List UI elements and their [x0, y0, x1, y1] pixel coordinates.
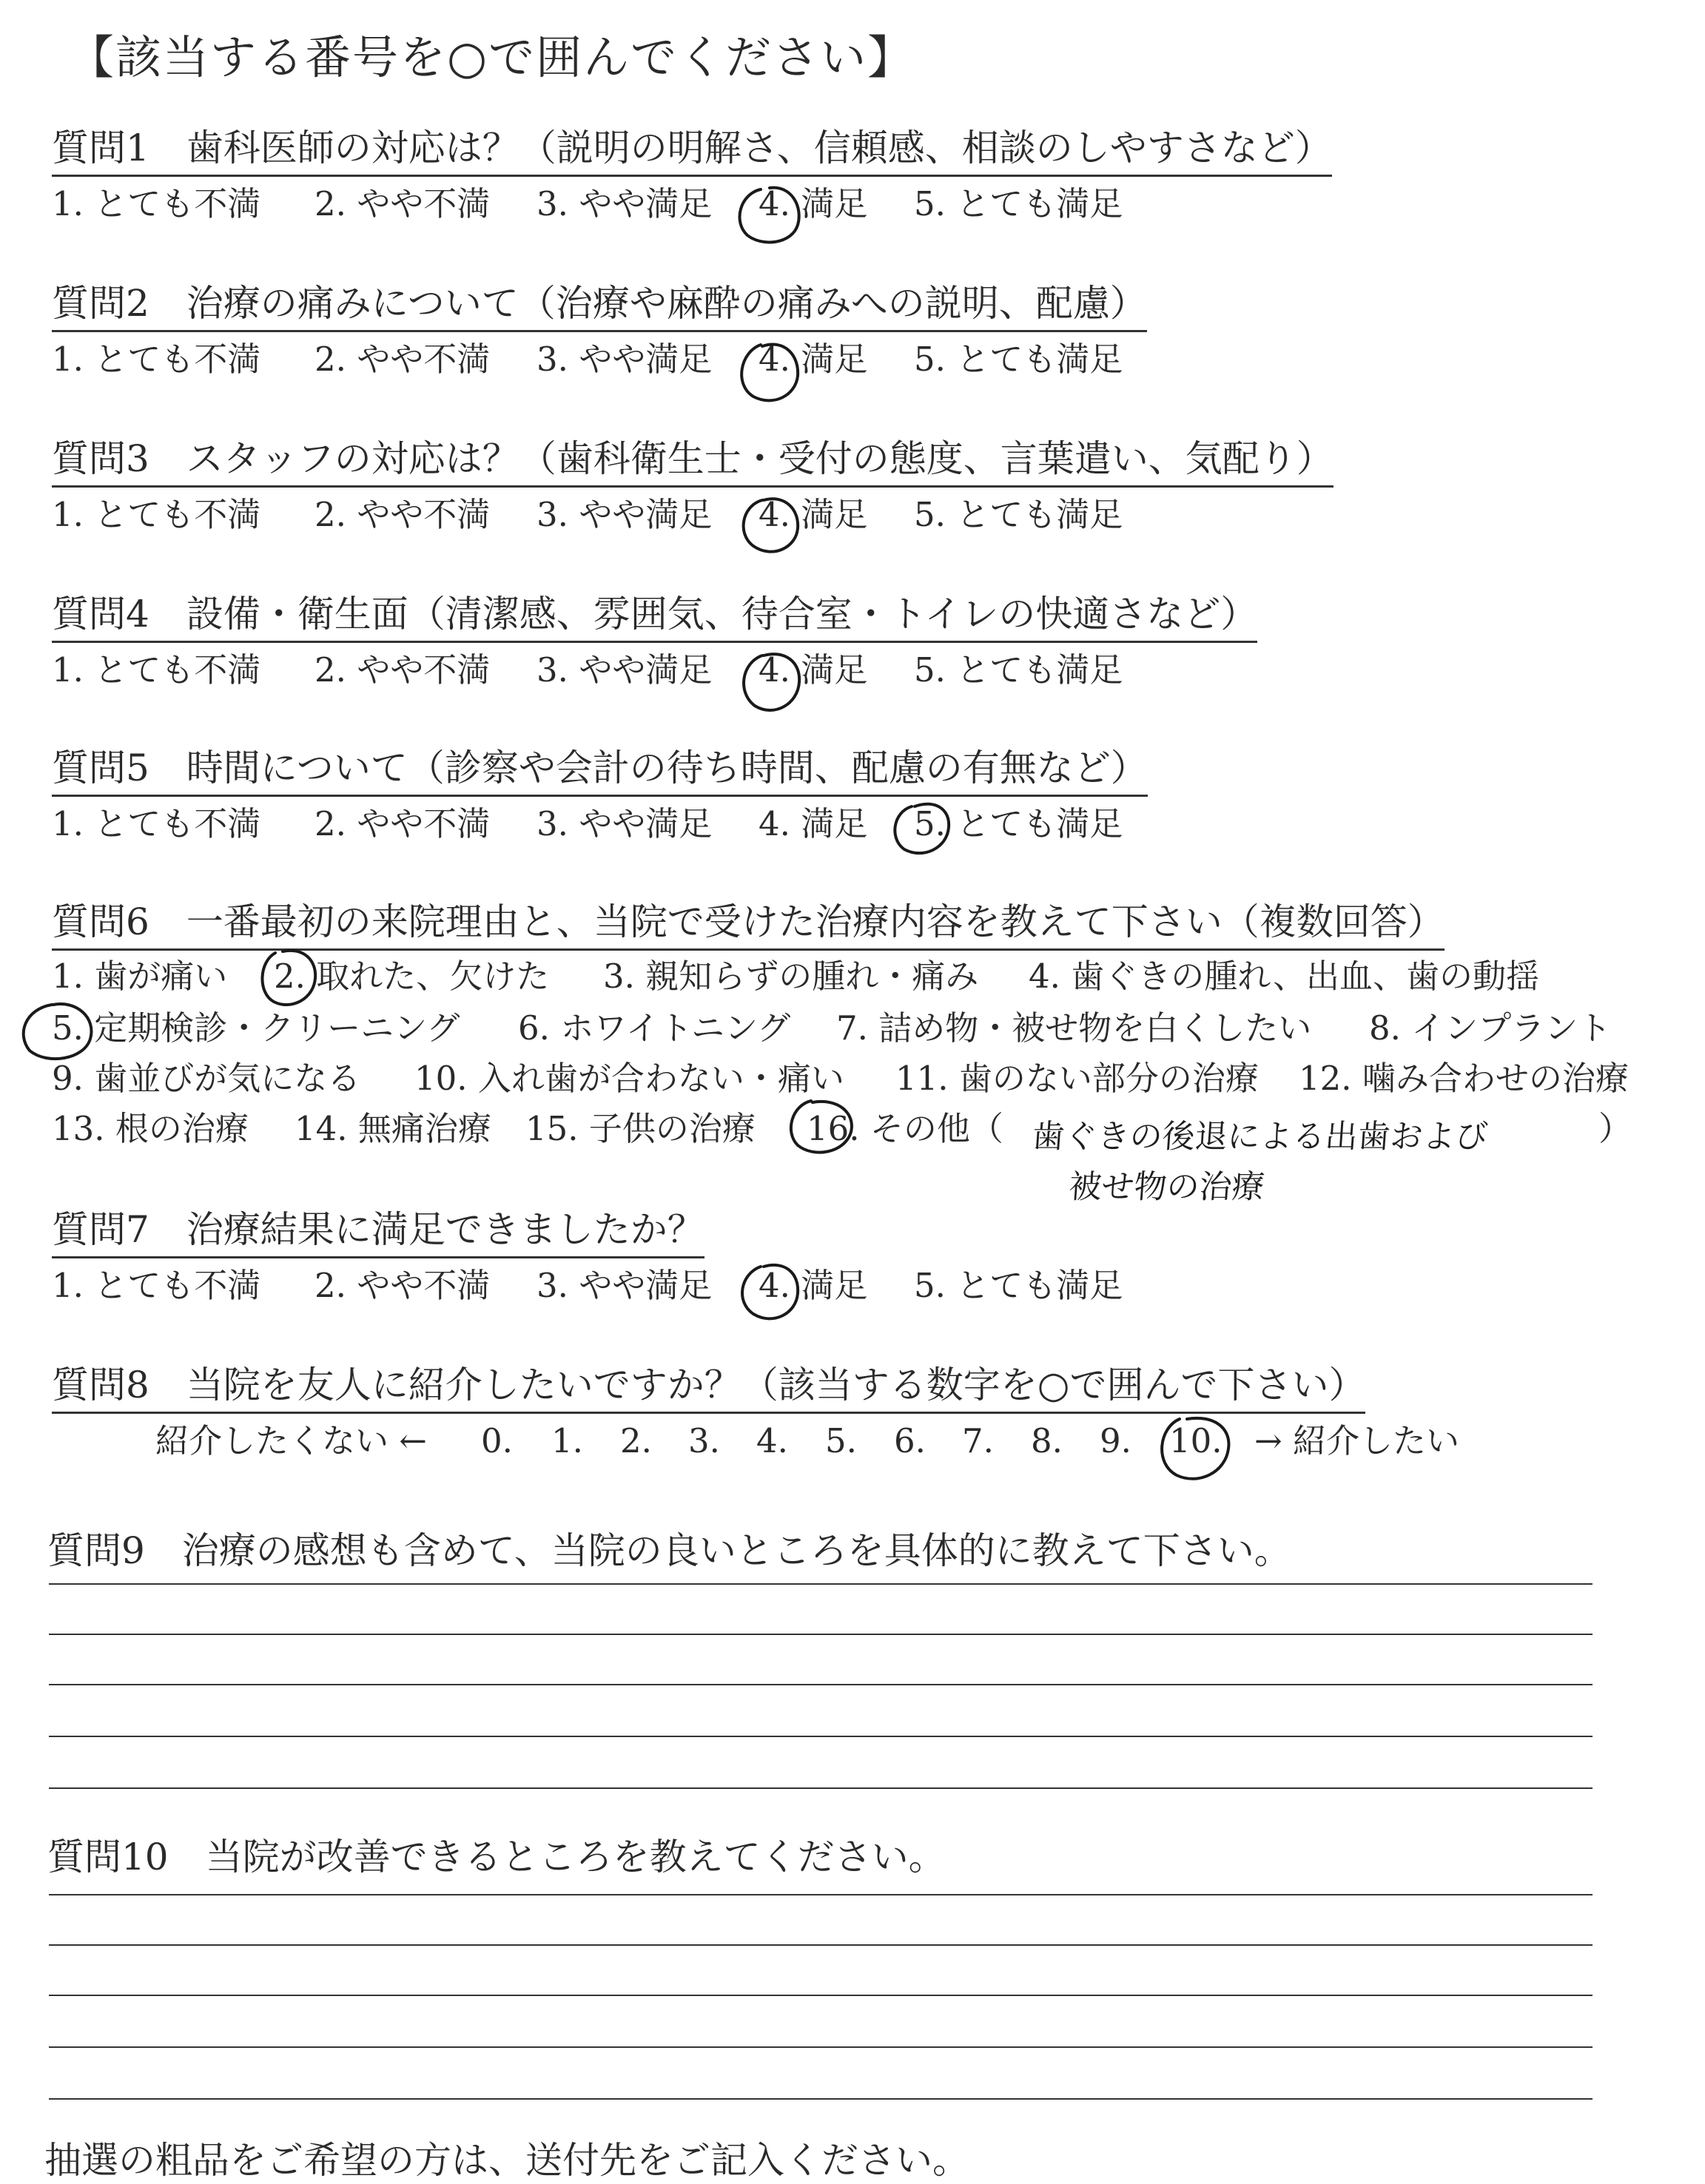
option-2[interactable]: 2. やや不満	[315, 1266, 491, 1305]
option-5[interactable]: 5. とても満足	[914, 650, 1123, 690]
option-16[interactable]: 16. その他（	[807, 1109, 1003, 1148]
scale-10[interactable]: 10.	[1169, 1421, 1223, 1460]
scale-6[interactable]: 6.	[894, 1421, 926, 1460]
scale-1[interactable]: 1.	[551, 1421, 583, 1460]
option-1[interactable]: 1. とても不満	[52, 650, 261, 690]
question-2-title: 質問2 治療の痛みについて（治療や麻酔の痛みへの説明、配慮）	[52, 281, 1147, 332]
q6-option-2-circle	[262, 951, 315, 1005]
option-5[interactable]: 5. とても満足	[914, 495, 1123, 534]
q3-selection-circle	[744, 499, 798, 551]
question-4-title: 質問4 設備・衛生面（清潔感、雰囲気、待合室・トイレの快適さなど）	[52, 592, 1257, 643]
question-8-title: 質問8 当院を友人に紹介したいですか？（該当する数字を○で囲んで下さい）	[52, 1363, 1365, 1414]
option-1[interactable]: 1. とても不満	[52, 1266, 261, 1305]
option-5[interactable]: 5. とても満足	[914, 1266, 1123, 1305]
option-3[interactable]: 3. やや満足	[537, 804, 713, 843]
other-handwritten-text-line-2[interactable]: 被せ物の治療	[1067, 1168, 1266, 1206]
scale-9[interactable]: 9.	[1100, 1421, 1131, 1460]
option-1[interactable]: 1. 歯が痛い	[52, 957, 228, 996]
option-4[interactable]: 4. 満足	[759, 495, 868, 534]
option-3[interactable]: 3. やや満足	[537, 340, 713, 379]
question-5-title: 質問5 時間について（診察や会計の待ち時間、配慮の有無など）	[52, 746, 1148, 797]
option-2[interactable]: 2. 取れた、欠けた	[274, 957, 550, 996]
option-2[interactable]: 2. やや不満	[315, 340, 491, 379]
option-5[interactable]: 5. とても満足	[914, 340, 1123, 379]
option-7[interactable]: 7. 詰め物・被せ物を白くしたい	[836, 1008, 1312, 1048]
option-11[interactable]: 11. 歯のない部分の治療	[895, 1059, 1259, 1098]
question-3-title: 質問3 スタッフの対応は？（歯科衛生士・受付の態度、言葉遣い、気配り）	[52, 437, 1334, 488]
option-5[interactable]: 5. とても満足	[914, 804, 1123, 843]
option-4[interactable]: 4. 満足	[759, 1266, 868, 1305]
question-10-title: 質問10 当院が改善できるところを教えてください。	[47, 1836, 946, 1878]
option-2[interactable]: 2. やや不満	[315, 495, 491, 534]
q2-selection-circle	[741, 345, 798, 401]
question-7-title: 質問7 治療結果に満足できましたか？	[52, 1207, 704, 1258]
q5-selection-circle	[895, 804, 949, 853]
option-3[interactable]: 3. やや満足	[537, 650, 713, 690]
option-5[interactable]: 5. とても満足	[914, 184, 1123, 223]
option-1[interactable]: 1. とても不満	[52, 804, 261, 843]
question-9-title: 質問9 治療の感想も含めて、当院の良いところを具体的に教えて下さい。	[47, 1529, 1291, 1572]
option-2[interactable]: 2. やや不満	[315, 804, 491, 843]
q7-selection-circle	[742, 1265, 798, 1318]
scale-4[interactable]: 4.	[756, 1421, 788, 1460]
option-5[interactable]: 5. 定期検診・クリーニング	[52, 1008, 460, 1048]
option-15[interactable]: 15. 子供の治療	[525, 1109, 756, 1148]
option-4[interactable]: 4. 歯ぐきの腫れ、出血、歯の動揺	[1029, 957, 1539, 996]
scale-8[interactable]: 8.	[1031, 1421, 1063, 1460]
q6-option-5-circle	[24, 1004, 92, 1059]
option-3[interactable]: 3. やや満足	[537, 495, 713, 534]
option-12[interactable]: 12. 噛み合わせの治療	[1299, 1059, 1629, 1098]
scale-5[interactable]: 5.	[825, 1421, 857, 1460]
q4-selection-circle	[744, 654, 799, 710]
option-10[interactable]: 10. 入れ歯が合わない・痛い	[414, 1059, 844, 1098]
option-6[interactable]: 6. ホワイトニング	[518, 1008, 791, 1048]
option-1[interactable]: 1. とても不満	[52, 495, 261, 534]
question-6-title: 質問6 一番最初の来院理由と、当院で受けた治療内容を教えて下さい（複数回答）	[52, 900, 1445, 951]
option-2[interactable]: 2. やや不満	[315, 650, 491, 690]
footer-instruction: 抽選の粗品をご希望の方は、送付先をご記入ください。	[44, 2139, 969, 2182]
scale-right-label: → 紹介したい	[1254, 1421, 1460, 1460]
other-handwritten-text-line-1[interactable]: 歯ぐきの後退による出歯および	[1030, 1118, 1490, 1156]
option-8[interactable]: 8. インプラント	[1369, 1008, 1612, 1048]
option-3[interactable]: 3. やや満足	[537, 184, 713, 223]
option-2[interactable]: 2. やや不満	[315, 184, 491, 223]
scale-3[interactable]: 3.	[688, 1421, 720, 1460]
option-13[interactable]: 13. 根の治療	[52, 1109, 249, 1148]
scale-2[interactable]: 2.	[620, 1421, 652, 1460]
q6-option-16-circle	[791, 1101, 852, 1153]
scale-left-label: 紹介したくない ←	[155, 1421, 428, 1460]
option-16-close-paren: ）	[1598, 1109, 1632, 1148]
question-1-title: 質問1 歯科医師の対応は？（説明の明解さ、信頼感、相談のしやすさなど）	[52, 126, 1332, 177]
q1-selection-circle	[740, 188, 799, 243]
option-9[interactable]: 9. 歯並びが気になる	[52, 1059, 361, 1098]
q8-selection-circle	[1162, 1418, 1228, 1479]
option-4[interactable]: 4. 満足	[759, 340, 868, 379]
scale-0[interactable]: 0.	[481, 1421, 513, 1460]
option-14[interactable]: 14. 無痛治療	[295, 1109, 491, 1148]
form-instruction-header: 【該当する番号を○で囲んでください】	[68, 30, 915, 84]
scale-7[interactable]: 7.	[962, 1421, 994, 1460]
option-3[interactable]: 3. やや満足	[537, 1266, 713, 1305]
option-4[interactable]: 4. 満足	[759, 184, 868, 223]
option-1[interactable]: 1. とても不満	[52, 340, 261, 379]
option-4[interactable]: 4. 満足	[759, 650, 868, 690]
option-1[interactable]: 1. とても不満	[52, 184, 261, 223]
option-4[interactable]: 4. 満足	[759, 804, 868, 843]
option-3[interactable]: 3. 親知らずの腫れ・痛み	[603, 957, 979, 996]
